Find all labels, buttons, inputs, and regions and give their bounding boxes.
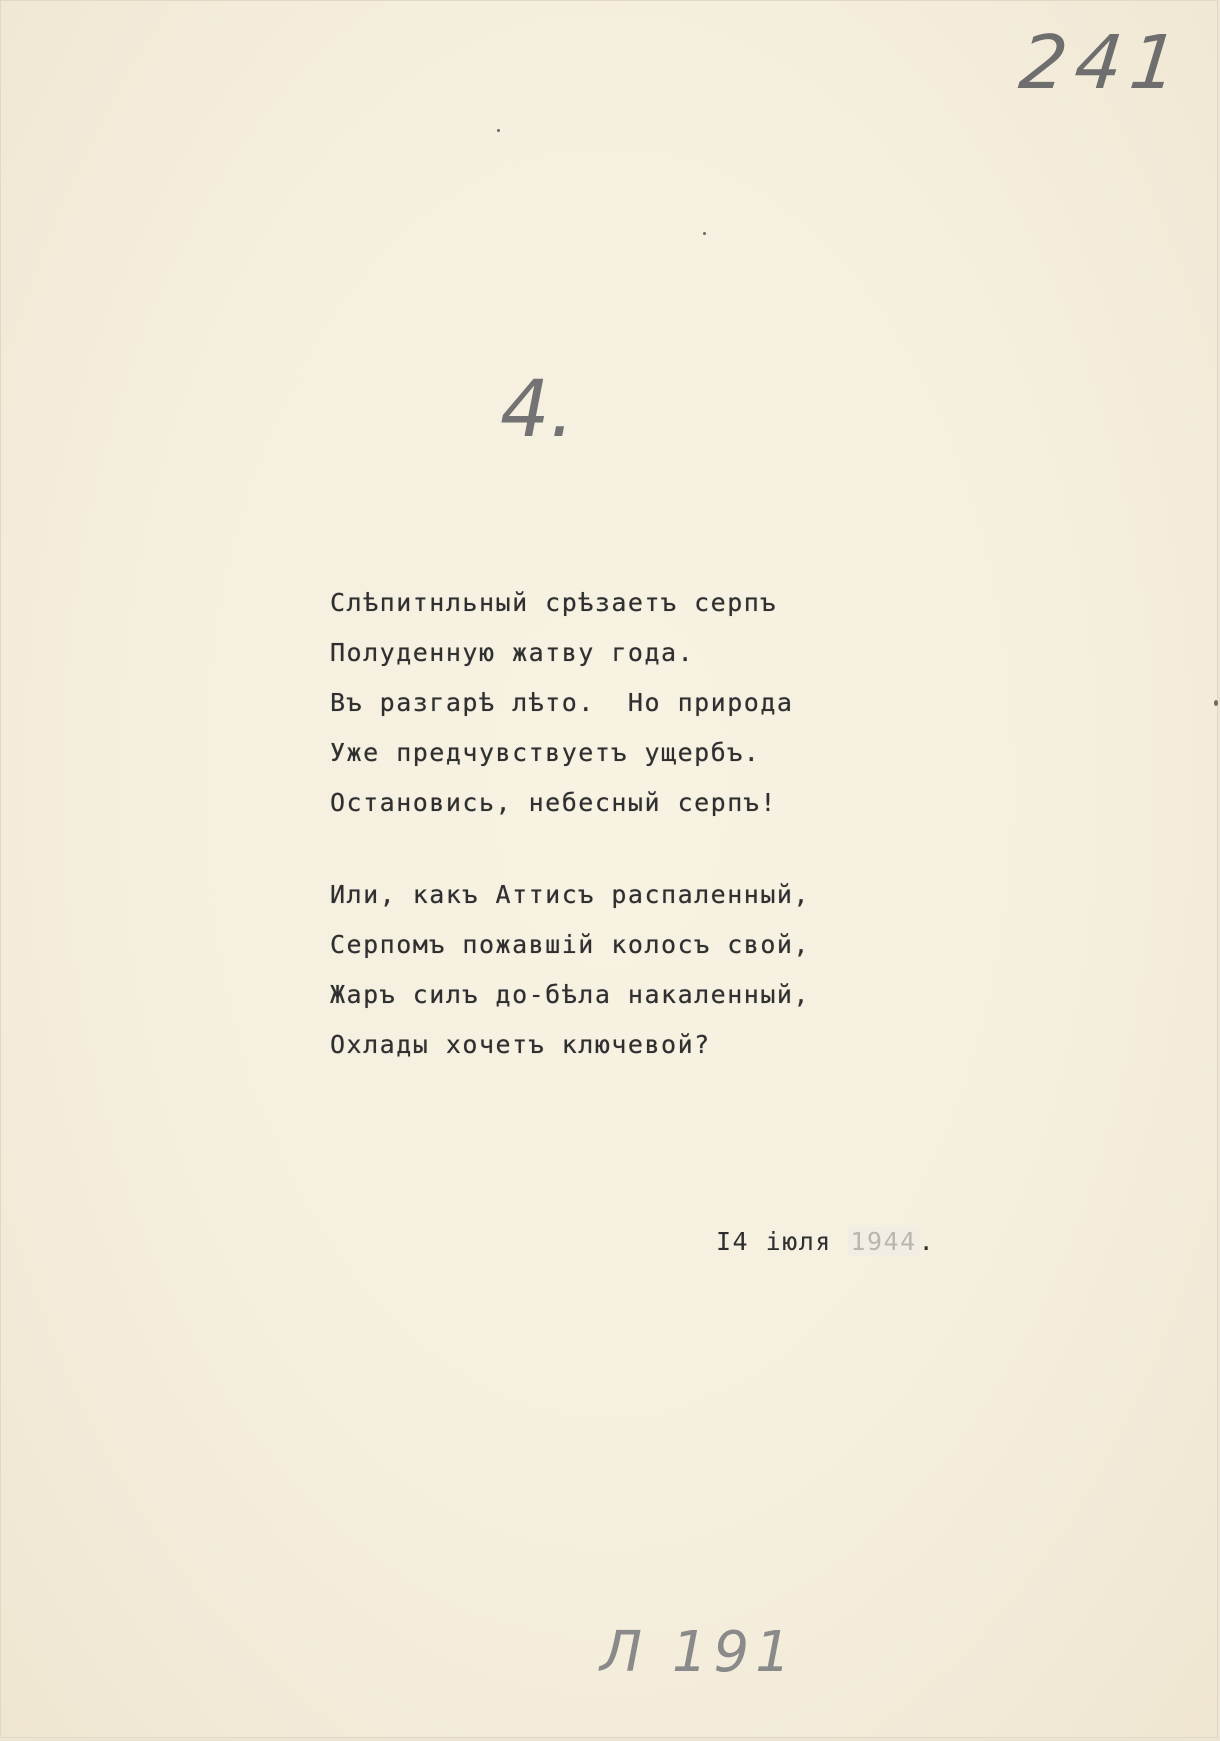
paper-speck xyxy=(1214,700,1218,706)
verse-line: Серпомъ пожавшій колосъ свой, xyxy=(330,930,810,959)
verse-line: Уже предчувствуетъ ущербъ. xyxy=(330,738,761,767)
verse-line: Слѣпитнльный срѣзаетъ серпъ xyxy=(330,588,777,617)
verse-line: Въ разгарѣ лѣто. Но природа xyxy=(330,688,794,717)
archive-mark: Л 191 xyxy=(600,1620,797,1685)
date-year: 1944 xyxy=(850,1227,917,1256)
poem-date xyxy=(716,1227,935,1256)
verse-line: Остановись, небесный серпъ! xyxy=(330,788,777,817)
paper-speck xyxy=(497,129,500,132)
paper-speck xyxy=(703,232,706,235)
folio-number: 241 xyxy=(1015,20,1190,106)
date-day-month: I4 іюля xyxy=(716,1227,849,1256)
verse-line: Жаръ силъ до-бѣла накаленный, xyxy=(330,980,810,1009)
verse-line: Полуденную жатву года. xyxy=(330,638,695,667)
stanza-2 xyxy=(330,870,810,1070)
poem-body xyxy=(330,578,810,1112)
verse-line: Или, какъ Аттисъ распаленный, xyxy=(330,880,810,909)
verse-line: Охлады хочетъ ключевой? xyxy=(330,1030,711,1059)
date-end-mark: . xyxy=(918,1227,936,1256)
section-number: 4. xyxy=(500,365,575,455)
stanza-1 xyxy=(330,578,810,828)
